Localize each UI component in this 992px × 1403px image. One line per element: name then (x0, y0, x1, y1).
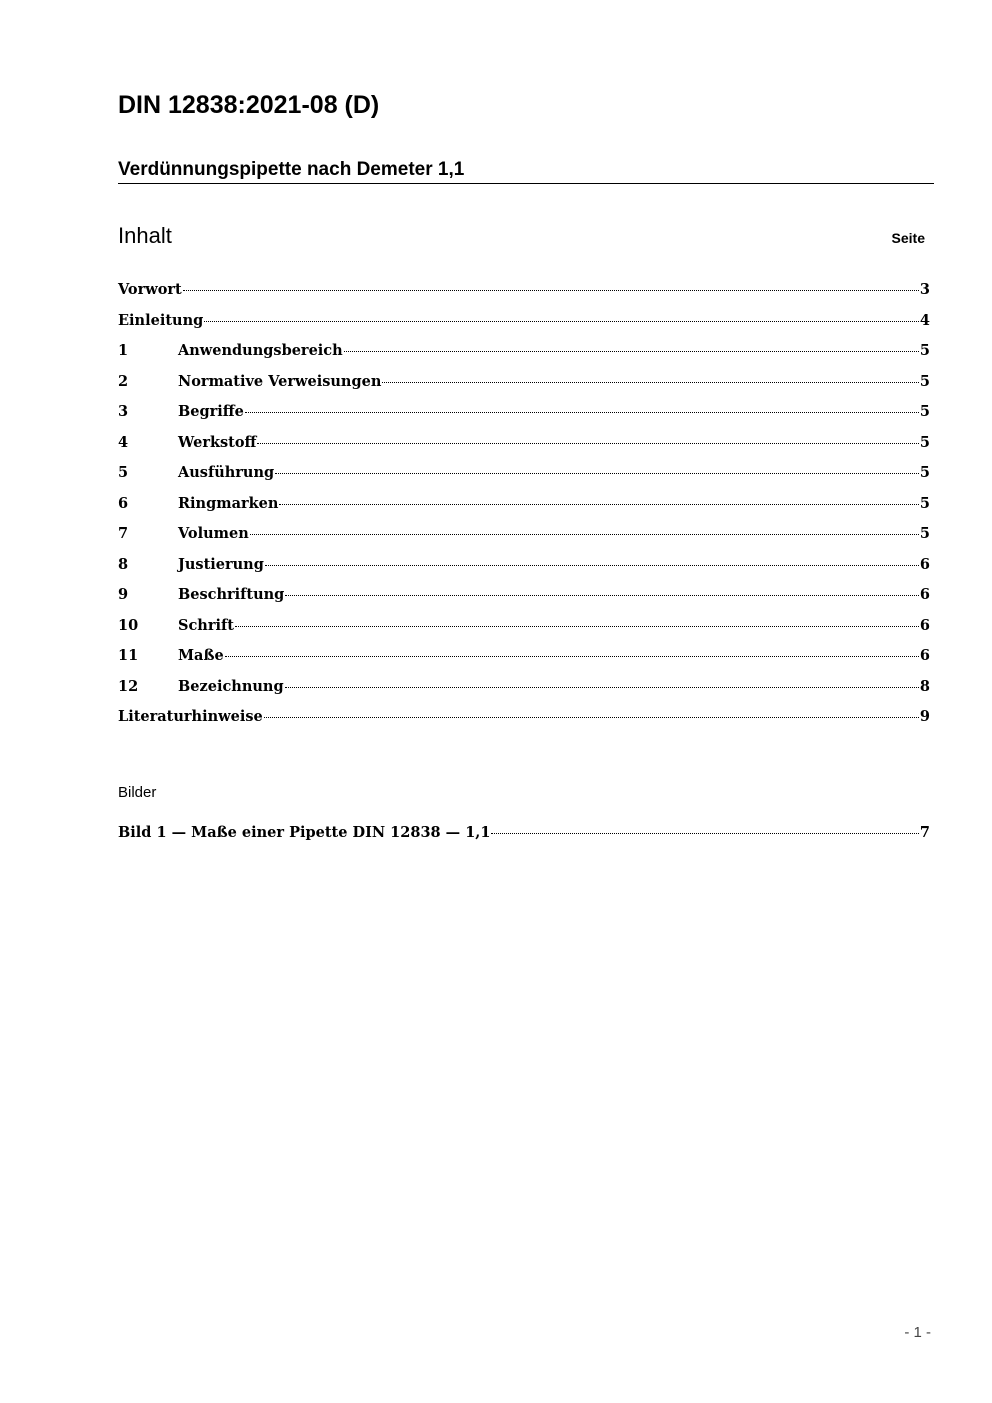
title-underline (118, 183, 934, 184)
toc-entry[interactable] (118, 522, 930, 553)
toc-entry-page: 5 (919, 342, 930, 359)
dot-leader (279, 504, 918, 505)
toc-entry-page: 5 (919, 403, 930, 420)
toc-entry[interactable] (118, 339, 930, 370)
toc-entry-title: Literaturhinweise (118, 708, 263, 725)
toc-entry-number: 3 (118, 403, 129, 420)
toc-heading: Inhalt (118, 223, 172, 248)
toc-entry-page: 6 (919, 555, 930, 573)
toc-entry-title: Anwendungsbereich (178, 342, 343, 359)
dot-leader (491, 833, 918, 834)
dot-leader (285, 595, 919, 596)
toc-entry-number: 9 (118, 586, 129, 603)
figure-entry-title: Bild 1 — Maße einer Pipette DIN 12838 — 1,1 (118, 824, 491, 841)
toc-entry-number: 4 (118, 433, 129, 451)
toc-entry-page: 5 (919, 464, 930, 481)
toc-entry[interactable] (118, 400, 930, 431)
dot-leader (275, 473, 919, 474)
toc-entry[interactable] (118, 431, 930, 462)
list-of-figures (118, 821, 930, 852)
dot-leader (264, 717, 919, 718)
dot-leader (382, 382, 919, 383)
toc-entry[interactable] (118, 614, 930, 645)
toc-entry-number: 7 (118, 525, 129, 542)
toc-entry-page: 5 (919, 494, 930, 512)
toc-entry-title: Werkstoff (178, 433, 257, 451)
toc-entry[interactable] (118, 309, 930, 340)
toc-entry-number: 5 (118, 464, 129, 481)
toc-entry-title: Normative Verweisungen (178, 372, 382, 390)
toc-entry[interactable] (118, 370, 930, 401)
dot-leader (257, 443, 918, 444)
dot-leader (250, 534, 919, 535)
figures-heading: Bilder (118, 784, 157, 801)
toc-entry-page: 8 (919, 677, 930, 695)
toc-entry-number: 12 (118, 677, 139, 695)
toc-entry-title: Einleitung (118, 311, 204, 329)
dot-leader (225, 656, 919, 657)
toc-entry-title: Justierung (178, 555, 264, 573)
table-of-contents (118, 278, 930, 736)
toc-entry-title: Beschriftung (178, 586, 285, 603)
figure-entry-page: 7 (919, 824, 930, 841)
toc-entry-title: Maße (178, 647, 224, 664)
toc-entry-number: 2 (118, 372, 129, 390)
toc-page-column-label: Seite (891, 230, 925, 246)
dot-leader (285, 687, 919, 688)
toc-entry[interactable] (118, 278, 930, 309)
toc-entry-page: 5 (919, 525, 930, 542)
toc-entry-number: 10 (118, 616, 139, 634)
toc-entry[interactable] (118, 644, 930, 675)
document-id: DIN 12838:2021-08 (D) (118, 91, 380, 119)
toc-entry[interactable] (118, 461, 930, 492)
toc-entry-title: Vorwort (118, 281, 182, 298)
toc-entry-page: 3 (919, 281, 930, 298)
toc-entry-page: 4 (919, 311, 930, 329)
toc-entry-title: Ringmarken (178, 494, 279, 512)
toc-entry-number: 6 (118, 494, 129, 512)
toc-entry[interactable] (118, 675, 930, 706)
toc-entry-number: 11 (118, 647, 139, 664)
toc-entry[interactable] (118, 492, 930, 523)
document-title: Verdünnungspipette nach Demeter 1,1 (118, 159, 465, 180)
toc-entry-page: 9 (919, 708, 930, 725)
toc-entry-title: Schrift (178, 616, 234, 634)
dot-leader (265, 565, 919, 566)
toc-entry-page: 6 (919, 586, 930, 603)
toc-entry[interactable] (118, 553, 930, 584)
dot-leader (344, 351, 919, 352)
toc-entry-number: 1 (118, 342, 129, 359)
toc-entry-page: 5 (919, 433, 930, 451)
figure-entry[interactable] (118, 821, 930, 852)
dot-leader (245, 412, 919, 413)
toc-entry-title: Begriffe (178, 403, 244, 420)
toc-entry-title: Bezeichnung (178, 677, 284, 695)
toc-entry-page: 5 (919, 372, 930, 390)
toc-entry-page: 6 (919, 616, 930, 634)
toc-entry-title: Ausführung (178, 464, 275, 481)
toc-entry-number: 8 (118, 555, 129, 573)
toc-entry[interactable] (118, 583, 930, 614)
toc-entry[interactable] (118, 705, 930, 736)
page-number: - 1 - (904, 1324, 931, 1341)
toc-entry-title: Volumen (178, 525, 249, 542)
toc-entry-page: 6 (919, 647, 930, 664)
dot-leader (204, 321, 919, 322)
dot-leader (235, 626, 919, 627)
dot-leader (183, 290, 919, 291)
